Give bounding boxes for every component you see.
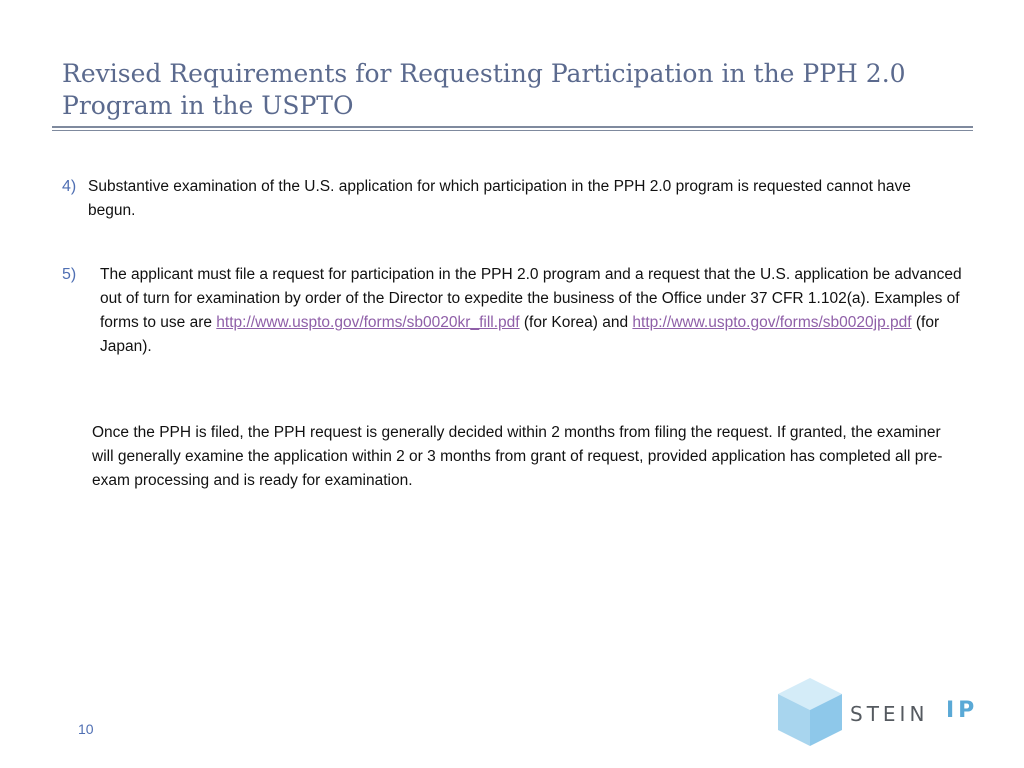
title-divider bbox=[52, 126, 973, 128]
item-text-part: (for Korea) and bbox=[519, 314, 633, 331]
stein-ip-logo bbox=[774, 676, 994, 752]
page-number: 10 bbox=[78, 721, 94, 737]
requirement-item-4 bbox=[62, 175, 962, 223]
item-text-part: The applicant must file a request for participation in the PPH 2.0 program and a request that the U.S. application be advanced out of turn for examination by order of the Director to expedite the business of the Office under 37 CFR 1.102(a). Examples of forms to use are bbox=[100, 266, 962, 331]
item-number: 5) bbox=[62, 266, 77, 283]
slide-title: Revised Requirements for Requesting Participation in the PPH 2.0 Program in the USPTO bbox=[62, 59, 906, 120]
item-number: 4) bbox=[62, 178, 77, 195]
item-text-part: (for Japan). bbox=[100, 314, 940, 355]
logo-word-ip: IP bbox=[946, 698, 979, 723]
item-text: Substantive examination of the U.S. application for which participation in the PPH 2.0 program is requested cannot have begun. bbox=[88, 178, 911, 219]
cube-icon bbox=[774, 676, 846, 748]
logo-word-stein: STEIN bbox=[850, 702, 929, 726]
title-divider-secondary bbox=[52, 130, 973, 131]
japan-form-link[interactable]: http://www.uspto.gov/forms/sb0020jp.pdf bbox=[632, 314, 912, 331]
pph-timing-note: Once the PPH is filed, the PPH request is generally decided within 2 months from filing the request. If granted, the examiner will generally examine the application within 2 or 3 months from grant of request, provided application has completed all pre-exam processing and is ready for examination. bbox=[92, 424, 943, 489]
item-text bbox=[100, 263, 962, 359]
korea-form-link[interactable]: http://www.uspto.gov/forms/sb0020kr_fill.pdf bbox=[216, 314, 520, 331]
requirement-item-5 bbox=[62, 263, 962, 359]
